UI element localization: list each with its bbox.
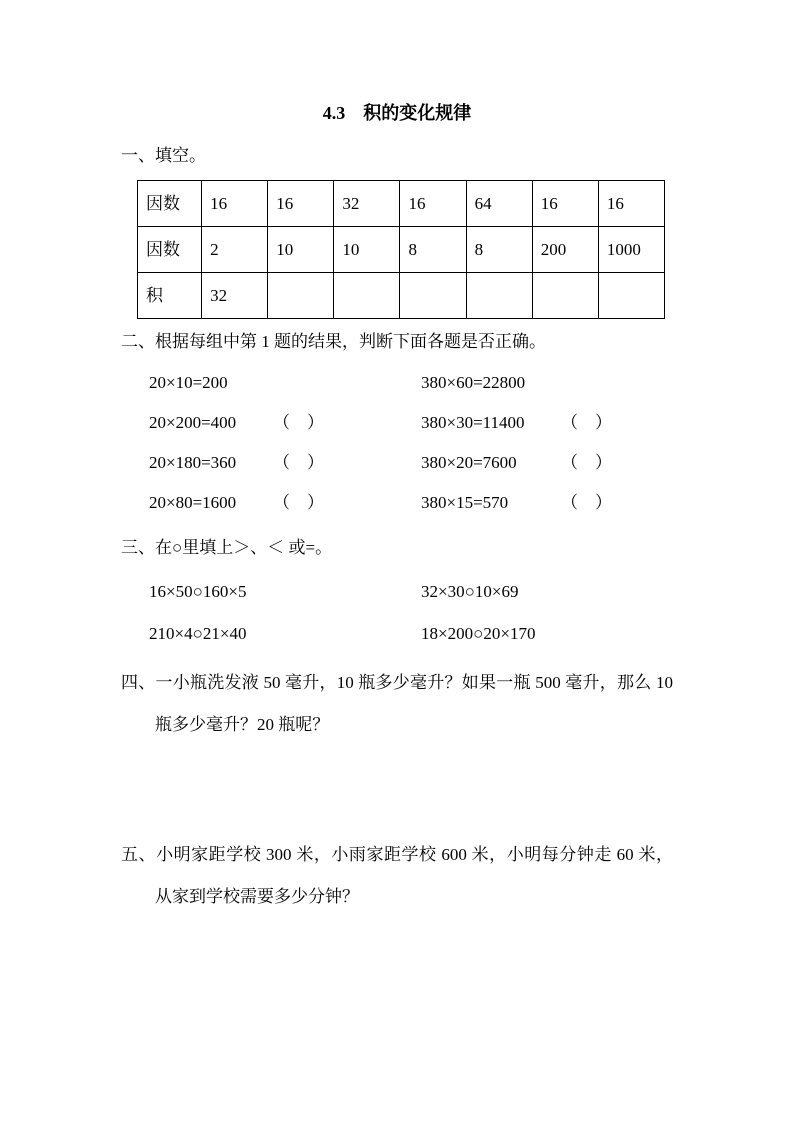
equation-row [121, 442, 673, 482]
table-cell: 16 [202, 181, 268, 227]
word-problem-4: 四、一小瓶洗发液 50 毫升，10 瓶多少毫升？如果一瓶 500 毫升，那么 10 瓶多少毫升？20 瓶呢？ [121, 673, 673, 734]
table-cell-empty [400, 273, 466, 319]
section-judge [121, 332, 673, 522]
table-cell: 16 [400, 181, 466, 227]
equation-cell [421, 454, 673, 471]
equation-row [121, 482, 673, 522]
equation: 20×80=1600 [149, 492, 237, 512]
answer-blank: （ ） [561, 452, 612, 472]
answer-blank: （ ） [273, 492, 324, 512]
table-cell: 32 [202, 273, 268, 319]
section-fill-in [121, 146, 673, 319]
equation-cell [421, 494, 673, 511]
comparison-cell [421, 625, 673, 642]
table-cell: 因数 [138, 181, 202, 227]
table-cell: 64 [466, 181, 532, 227]
equation: 380×20=7600 [421, 452, 517, 472]
table-cell-empty [532, 273, 598, 319]
equation-cell [149, 374, 421, 391]
equation: 380×60=22800 [421, 372, 526, 392]
comparison-row [121, 570, 673, 612]
table-cell: 10 [268, 227, 334, 273]
equation-cell [149, 494, 421, 511]
comparison-cell [149, 583, 421, 600]
table-cell-empty [268, 273, 334, 319]
table-row [138, 273, 665, 319]
table-cell: 10 [334, 227, 400, 273]
equation-cell [149, 454, 421, 471]
table-cell: 2 [202, 227, 268, 273]
table-cell: 8 [466, 227, 532, 273]
equation-row [121, 362, 673, 402]
section-compare [121, 538, 673, 654]
table-cell: 因数 [138, 227, 202, 273]
comparison-cell [421, 583, 673, 600]
judge-rows [121, 362, 673, 522]
equation-cell [149, 414, 421, 431]
comparison-expression: 210×4○21×40 [149, 623, 247, 643]
table-row [138, 227, 665, 273]
comparison-row [121, 612, 673, 654]
table-cell-empty [334, 273, 400, 319]
equation-row [121, 402, 673, 442]
table-cell: 16 [532, 181, 598, 227]
word-problem-5: 五、小明家距学校 300 米，小雨家距学校 600 米，小明每分钟走 60 米，从家到学校需要多少分钟？ [121, 845, 673, 906]
table-cell-empty [466, 273, 532, 319]
table-cell: 1000 [598, 227, 664, 273]
table-cell: 积 [138, 273, 202, 319]
answer-blank: （ ） [273, 452, 324, 472]
answer-blank: （ ） [561, 492, 612, 512]
page-title: 4.3 积的变化规律 [322, 103, 472, 123]
equation: 20×10=200 [149, 372, 228, 392]
table-row [138, 181, 665, 227]
comparison-cell [149, 625, 421, 642]
equation-cell [421, 414, 673, 431]
table-cell: 16 [598, 181, 664, 227]
table-cell: 16 [268, 181, 334, 227]
answer-blank: （ ） [561, 412, 612, 432]
comparison-expression: 18×200○20×170 [421, 623, 536, 643]
equation-cell [421, 374, 673, 391]
equation: 380×30=11400 [421, 412, 525, 432]
table-cell: 32 [334, 181, 400, 227]
section-3-heading: 三、在○里填上＞、＜ 或=。 [121, 538, 333, 557]
equation: 20×180=360 [149, 452, 237, 472]
compare-rows [121, 570, 673, 654]
section-1-heading: 一、填空。 [121, 146, 206, 165]
equation: 20×200=400 [149, 412, 237, 432]
answer-blank: （ ） [273, 412, 324, 432]
table-cell-empty [598, 273, 664, 319]
table-cell: 200 [532, 227, 598, 273]
fill-in-table [137, 180, 665, 319]
equation: 380×15=570 [421, 492, 509, 512]
comparison-expression: 32×30○10×69 [421, 581, 519, 601]
table-cell: 8 [400, 227, 466, 273]
comparison-expression: 16×50○160×5 [149, 581, 247, 601]
section-2-heading: 二、根据每组中第 1 题的结果，判断下面各题是否正确。 [121, 332, 546, 351]
